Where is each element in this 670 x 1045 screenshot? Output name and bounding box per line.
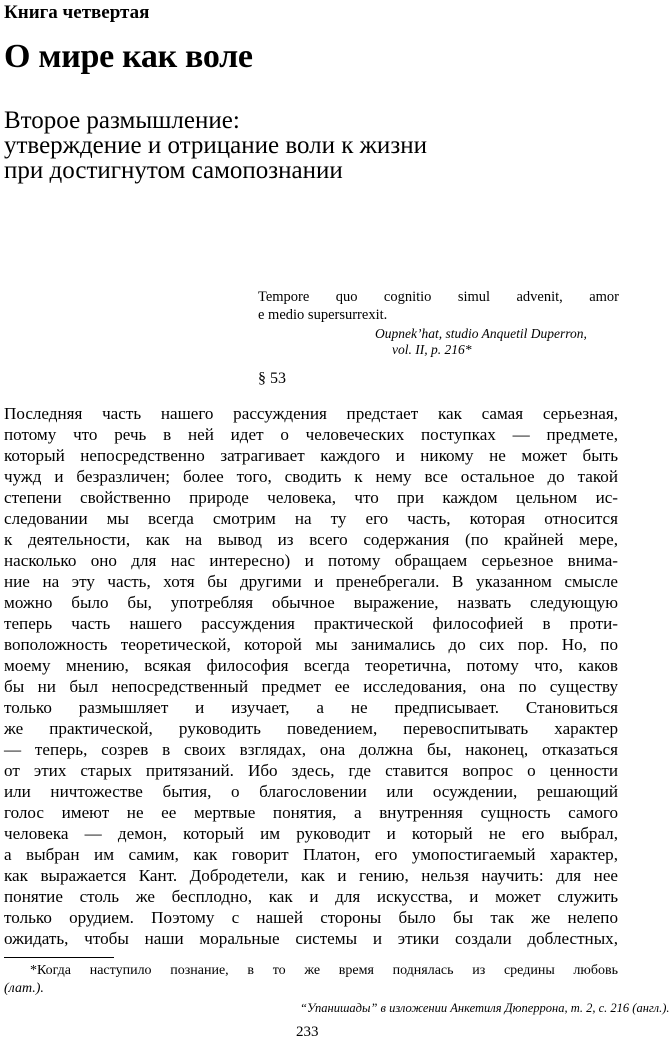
epigraph-line: Tempore quo cognitio simul advenit, amor <box>258 289 619 305</box>
body-line: к деятельности, как на вывод из всего содержания (по крайней мере, <box>4 530 618 549</box>
body-line: потому что речь в ней идет о человеческих поступках — предмете, <box>4 425 618 444</box>
body-line: же практической, руководить поведением, перевоспитывать характер <box>4 719 618 738</box>
epigraph-source: vol. II, p. 216* <box>392 342 472 357</box>
body-line: только размышляет и изучает, а не предписывает. Становиться <box>4 698 618 717</box>
body-line: моему мнению, всякая философия всегда теоретична, потому что, каков <box>4 656 618 675</box>
footnote-source: “Упанишады” в изложении Анкетиля Дюперрона, т. 2, с. 216 (англ.). <box>300 1001 670 1015</box>
subtitle-line: при достигнутом самопознании <box>4 157 343 184</box>
page-number: 233 <box>296 1024 319 1040</box>
footnote-text: (лат.). <box>4 981 44 996</box>
body-line: ние на эту часть, хотя бы другими и пренебрегали. В указанном смысле <box>4 572 618 591</box>
subtitle-line: утверждение и отрицание воли к жизни <box>4 132 427 159</box>
body-line: можно было бы, употребляя обычное выражение, назвать следующую <box>4 593 618 612</box>
body-line: чужд и безразличен; более того, сводить к нему все остальное до такой <box>4 467 618 486</box>
book-label: Книга четвертая <box>4 2 150 23</box>
section-heading: § 53 <box>258 370 286 387</box>
subtitle-line: Второе размышление: <box>4 107 240 134</box>
footnote-text: *Когда наступило познание, в то же время поднялась из средины любовь <box>30 963 618 978</box>
body-line: следовании мы всегда смотрим на ту его часть, которая относится <box>4 509 618 528</box>
body-line: — теперь, созрев в своих взглядах, она должна бы, наконец, отказаться <box>4 740 618 759</box>
body-line: а выбран им самим, как говорит Платон, его умопостигаемый характер, <box>4 845 618 864</box>
body-line: теперь часть нашего рассуждения практической философией в проти- <box>4 614 618 633</box>
body-line: человека — демон, который им руководит и который не его выбрал, <box>4 824 618 843</box>
body-line: воположность теоретической, которой мы занимались до сих пор. Но, по <box>4 635 618 654</box>
body-line: только орудием. Поэтому с нашей стороны было бы так же нелепо <box>4 908 618 927</box>
footnote-divider <box>4 957 114 958</box>
body-line: Последняя часть нашего рассуждения предстает как самая серьезная, <box>4 404 618 423</box>
body-line: понятие столь же бесплодно, как и для искусства, и может служить <box>4 887 618 906</box>
body-line: или ничтожестве бытия, о благословении или осуждении, решающий <box>4 782 618 801</box>
body-line: бы ни был непосредственный предмет ее исследования, она по существу <box>4 677 618 696</box>
body-line: насколько оно для нас интересно) и потому обращаем серьезное внима- <box>4 551 618 570</box>
body-line: степени свойственно природе человека, что при каждом цельном ис- <box>4 488 618 507</box>
body-line: который непосредственно затрагивает каждого и никому не может быть <box>4 446 618 465</box>
page-title: О мире как воле <box>4 38 253 75</box>
epigraph-line: e medio supersurrexit. <box>258 307 388 323</box>
body-line: ожидать, чтобы наши моральные системы и этики создали доблестных, <box>4 929 618 948</box>
body-line: от этих старых притязаний. Ибо здесь, где ставится вопрос о ценности <box>4 761 618 780</box>
epigraph-source: Oupnek’hat, studio Anquetil Duperron, <box>375 326 587 341</box>
body-line: как выражается Кант. Добродетели, как и гению, нельзя научить: для нее <box>4 866 618 885</box>
body-line: голос имеют не ее мертвые понятия, а внутренняя сущность самого <box>4 803 618 822</box>
